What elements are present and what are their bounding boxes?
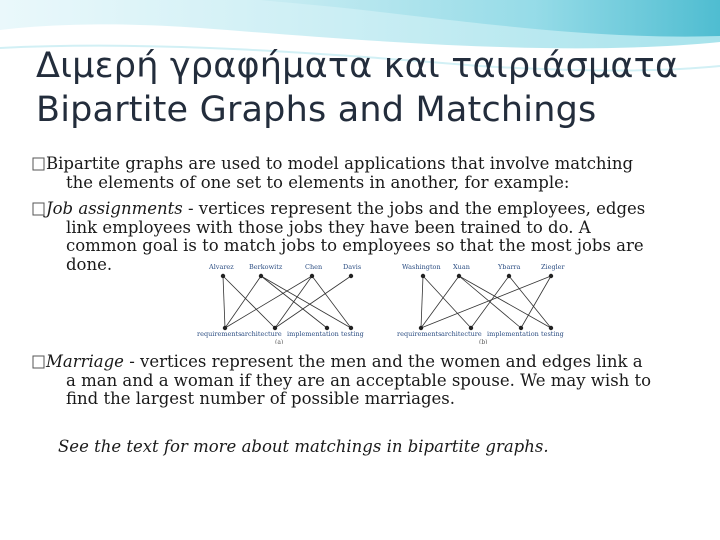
bullet-text: a man and a woman if they are an acceptable spouse. We may wish to: [66, 370, 652, 390]
vertex-label: Davis: [343, 263, 362, 271]
vertex-label: Washington: [402, 263, 441, 271]
vertex-label: requirements: [197, 330, 242, 338]
vertex-label: requirements: [397, 330, 442, 338]
figure-caption: (b): [479, 339, 488, 344]
bullet-text: done.: [66, 254, 113, 274]
bullet-text: Bipartite graphs are used to model applications that involve matching: [46, 154, 634, 173]
graph-b: [397, 263, 566, 344]
vertex-label: Alvarez: [209, 263, 234, 271]
bullet-text: - vertices represent the men and the women and edges link a: [123, 352, 643, 371]
graph-a: [197, 263, 364, 344]
footnote-text: See the text for more about matchings in bipartite graphs.: [58, 437, 549, 456]
bullet-text: the elements of one set to elements in another, for example:: [66, 172, 570, 192]
term-job-assignments: Job assignments: [46, 199, 183, 218]
bullet-text: - vertices represent the jobs and the employees, edges: [182, 199, 646, 218]
figure-caption: (a): [275, 339, 284, 344]
bullet-box-icon: [32, 202, 45, 216]
bullet-box-icon: [32, 355, 45, 369]
vertex-label: architecture: [441, 330, 482, 338]
vertex-label: Xuan: [453, 263, 470, 271]
bullet-text: find the largest number of possible marriages.: [66, 389, 455, 408]
bullet-text: common goal is to match jobs to employees so that the most jobs are: [66, 236, 644, 255]
bullet-marriage: [46, 353, 686, 409]
bullet-box-icon: [32, 157, 45, 171]
vertex-label: Berkowitz: [249, 263, 283, 271]
vertex-label: Chen: [305, 263, 323, 271]
vertex-label: implementation: [287, 330, 339, 338]
vertex-label: architecture: [241, 330, 282, 338]
vertex-label: testing: [341, 330, 364, 338]
term-marriage: Marriage: [46, 352, 124, 371]
bullet-bipartite: [46, 155, 686, 192]
vertex-label: Ziegler: [541, 263, 565, 271]
slide-title: [36, 44, 706, 132]
title-greek: Διμερή γραφήματα και ταιριάσματα: [36, 46, 679, 86]
title-english: Bipartite Graphs and Matchings: [36, 90, 597, 130]
vertex-label: Ybarra: [498, 263, 521, 271]
vertex-label: testing: [541, 330, 564, 338]
vertex-label: implementation: [487, 330, 539, 338]
bullet-text: link employees with those jobs they have been trained to do. A: [66, 217, 591, 237]
bipartite-graphs-figure: [195, 260, 575, 344]
